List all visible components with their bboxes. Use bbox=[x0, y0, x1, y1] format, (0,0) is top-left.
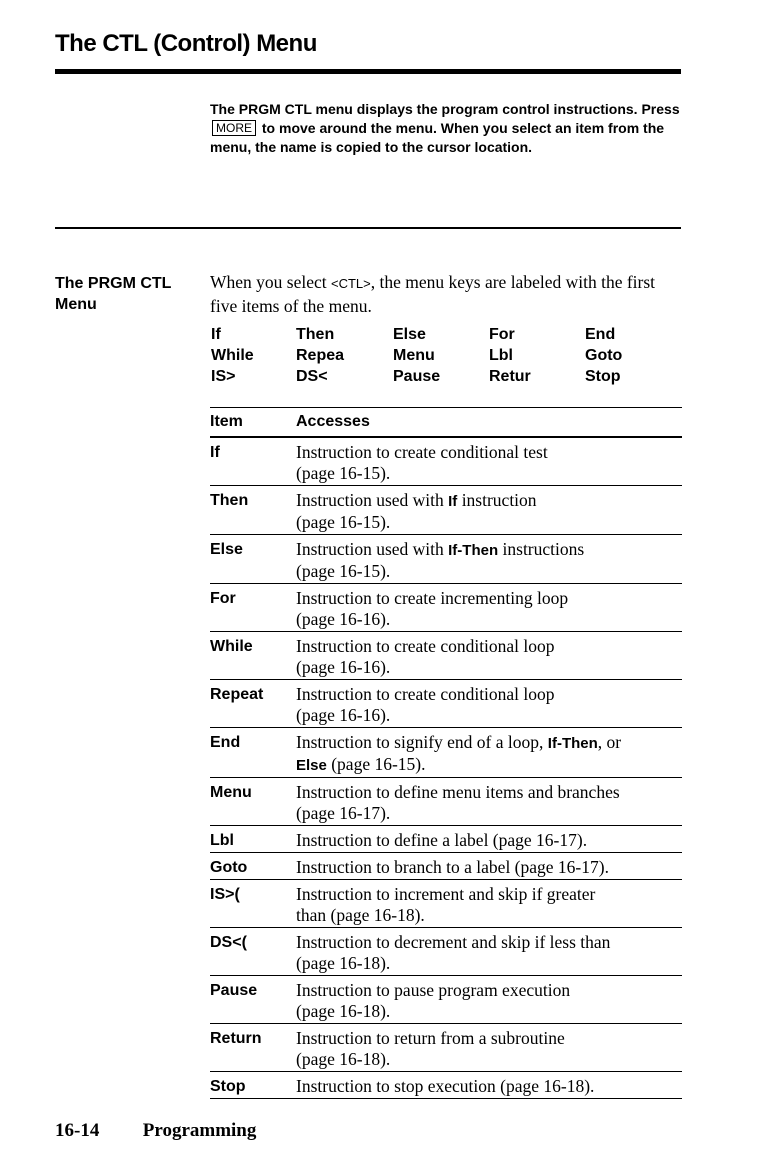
accesses-line2 bbox=[296, 953, 682, 974]
row-item: Return bbox=[210, 1030, 262, 1047]
header-item: Item bbox=[210, 413, 243, 430]
table-row bbox=[210, 438, 682, 486]
row-item: Pause bbox=[210, 982, 258, 999]
accesses-keyword: If-Then bbox=[547, 735, 598, 752]
row-item: Stop bbox=[210, 1078, 246, 1095]
accesses-page-ref: (page 16-18). bbox=[296, 1001, 391, 1021]
row-item: DS<( bbox=[210, 934, 247, 951]
table-row bbox=[210, 880, 682, 928]
intro-paragraph bbox=[210, 100, 680, 157]
accesses-text: Instruction used with bbox=[296, 539, 449, 559]
accesses-page-ref: (page 16-18). bbox=[296, 1049, 391, 1069]
table-body bbox=[210, 438, 682, 1099]
accesses-line1 bbox=[296, 980, 682, 1001]
row-item: Then bbox=[210, 492, 249, 509]
page-number: 16-14 bbox=[55, 1120, 100, 1141]
accesses-line1 bbox=[296, 636, 682, 657]
accesses-text: Instruction to create conditional test bbox=[296, 442, 548, 462]
menu-item: Pause bbox=[393, 368, 441, 385]
accesses-page-ref: (page 16-17). bbox=[296, 803, 391, 823]
section-label-line1: The PRGM CTL bbox=[55, 275, 172, 292]
accesses-page-ref: than (page 16-18). bbox=[296, 905, 425, 925]
row-accesses bbox=[296, 1028, 682, 1070]
table-row bbox=[210, 976, 682, 1024]
accesses-line1 bbox=[296, 539, 682, 561]
row-accesses bbox=[296, 684, 682, 726]
accesses-page-ref: (page 16-15). bbox=[296, 463, 391, 483]
more-key: MORE bbox=[212, 120, 256, 136]
accesses-text: Instruction to define a label (page 16-17). bbox=[296, 830, 588, 850]
ctl-key-label: <CTL> bbox=[331, 276, 371, 291]
row-item: Lbl bbox=[210, 832, 234, 849]
accesses-text: Instruction to increment and skip if greater bbox=[296, 884, 596, 904]
menu-item: For bbox=[489, 326, 515, 343]
menu-item: Stop bbox=[585, 368, 621, 385]
row-accesses bbox=[296, 442, 682, 484]
accesses-text: Instruction to stop execution (page 16-18). bbox=[296, 1076, 595, 1096]
accesses-text: Instruction to signify end of a loop, bbox=[296, 732, 548, 752]
row-accesses bbox=[296, 636, 682, 678]
section-text-part1: When you select bbox=[210, 272, 327, 292]
accesses-text: Instruction used with bbox=[296, 490, 449, 510]
title-rule bbox=[55, 69, 681, 74]
intro-text-after: to move around the menu. When you select an item from the menu, the name is copied to the cursor location. bbox=[210, 120, 665, 155]
accesses-line1 bbox=[296, 782, 682, 803]
accesses-text: Instruction to create conditional loop bbox=[296, 636, 555, 656]
accesses-keyword: If bbox=[448, 493, 458, 510]
accesses-line1 bbox=[296, 490, 682, 512]
chapter-name: Programming bbox=[142, 1120, 257, 1141]
menu-item: DS< bbox=[296, 368, 328, 385]
accesses-page-ref: (page 16-16). bbox=[296, 609, 391, 629]
menu-item: Retur bbox=[489, 368, 531, 385]
accesses-line1 bbox=[296, 932, 682, 953]
row-accesses bbox=[296, 732, 682, 776]
accesses-line1 bbox=[296, 442, 682, 463]
accesses-page-ref: (page 16-18). bbox=[296, 953, 391, 973]
table-row bbox=[210, 584, 682, 632]
accesses-text: Instruction to create conditional loop bbox=[296, 684, 555, 704]
accesses-page-ref: (page 16-16). bbox=[296, 705, 391, 725]
accesses-line2 bbox=[296, 657, 682, 678]
accesses-table bbox=[210, 407, 682, 1099]
menu-item: Lbl bbox=[489, 347, 513, 364]
accesses-text: Instruction to branch to a label (page 16-17). bbox=[296, 857, 609, 877]
row-item: IS>( bbox=[210, 886, 240, 903]
accesses-line2 bbox=[296, 803, 682, 824]
accesses-keyword: If-Then bbox=[448, 542, 499, 559]
row-item: While bbox=[210, 638, 253, 655]
menu-item: Else bbox=[393, 326, 426, 343]
accesses-text: Instruction to pause program execution bbox=[296, 980, 571, 1000]
accesses-text-after: instruction bbox=[457, 490, 537, 510]
page-title: The CTL (Control) Menu bbox=[55, 30, 317, 57]
accesses-text: Instruction to decrement and skip if less than bbox=[296, 932, 611, 952]
accesses-line1 bbox=[296, 1028, 682, 1049]
row-item: If bbox=[210, 444, 220, 461]
accesses-text-after: , or bbox=[597, 732, 622, 752]
accesses-line2 bbox=[296, 705, 682, 726]
menu-item: IS> bbox=[211, 368, 236, 385]
accesses-text-after: instructions bbox=[498, 539, 585, 559]
accesses-line2 bbox=[296, 1001, 682, 1022]
table-row bbox=[210, 535, 682, 584]
menu-item: Menu bbox=[393, 347, 435, 364]
accesses-line1 bbox=[296, 1076, 682, 1097]
row-accesses bbox=[296, 830, 682, 851]
accesses-text: Instruction to create incrementing loop bbox=[296, 588, 569, 608]
accesses-page-ref: (page 16-15). bbox=[296, 512, 391, 532]
page-footer bbox=[55, 1120, 256, 1142]
row-item: Menu bbox=[210, 784, 252, 801]
accesses-line2 bbox=[296, 561, 682, 582]
accesses-line1 bbox=[296, 884, 682, 905]
table-row bbox=[210, 680, 682, 728]
accesses-text: Instruction to return from a subroutine bbox=[296, 1028, 565, 1048]
row-accesses bbox=[296, 884, 682, 926]
section-text-part2: , the menu keys are labeled with the first five items of the menu. bbox=[210, 272, 656, 316]
menu-item: Repea bbox=[296, 347, 345, 364]
menu-item: While bbox=[211, 347, 254, 364]
table-row bbox=[210, 486, 682, 535]
accesses-keyword: Else bbox=[296, 757, 327, 774]
row-accesses bbox=[296, 1076, 682, 1097]
accesses-line1 bbox=[296, 684, 682, 705]
row-item: For bbox=[210, 590, 236, 607]
row-item: Repeat bbox=[210, 686, 264, 703]
accesses-line1 bbox=[296, 588, 682, 609]
accesses-line1 bbox=[296, 830, 682, 851]
table-row bbox=[210, 728, 682, 778]
table-row bbox=[210, 826, 682, 853]
menu-items-grid bbox=[211, 325, 681, 387]
row-accesses bbox=[296, 490, 682, 533]
header-accesses: Accesses bbox=[296, 413, 370, 430]
section-rule bbox=[55, 227, 681, 229]
row-accesses bbox=[296, 857, 682, 878]
accesses-line2 bbox=[296, 609, 682, 630]
accesses-line2 bbox=[296, 905, 682, 926]
accesses-line2 bbox=[296, 1049, 682, 1070]
table-row bbox=[210, 928, 682, 976]
accesses-line2 bbox=[296, 512, 682, 533]
accesses-page-ref: (page 16-15). bbox=[326, 754, 426, 774]
table-row bbox=[210, 632, 682, 680]
row-accesses bbox=[296, 782, 682, 824]
accesses-line1 bbox=[296, 732, 682, 754]
accesses-line2 bbox=[296, 463, 682, 484]
menu-item: End bbox=[585, 326, 616, 343]
accesses-page-ref: (page 16-16). bbox=[296, 657, 391, 677]
row-accesses bbox=[296, 539, 682, 582]
row-item: End bbox=[210, 734, 241, 751]
accesses-line1 bbox=[296, 857, 682, 878]
row-item: Goto bbox=[210, 859, 248, 876]
menu-item: Then bbox=[296, 326, 335, 343]
table-header bbox=[210, 407, 682, 438]
table-row bbox=[210, 778, 682, 826]
section-text bbox=[210, 271, 680, 317]
row-accesses bbox=[296, 588, 682, 630]
accesses-line2 bbox=[296, 754, 682, 776]
accesses-page-ref: (page 16-15). bbox=[296, 561, 391, 581]
table-row bbox=[210, 1072, 682, 1099]
intro-text-before: The PRGM CTL menu displays the program control instructions. Press bbox=[210, 101, 680, 117]
table-row bbox=[210, 1024, 682, 1072]
row-item: Else bbox=[210, 541, 243, 558]
menu-item: If bbox=[211, 326, 221, 343]
row-accesses bbox=[296, 980, 682, 1022]
table-row bbox=[210, 853, 682, 880]
section-label bbox=[55, 273, 171, 315]
row-accesses bbox=[296, 932, 682, 974]
menu-item: Goto bbox=[585, 347, 623, 364]
accesses-text: Instruction to define menu items and branches bbox=[296, 782, 620, 802]
section-label-line2: Menu bbox=[55, 296, 97, 313]
